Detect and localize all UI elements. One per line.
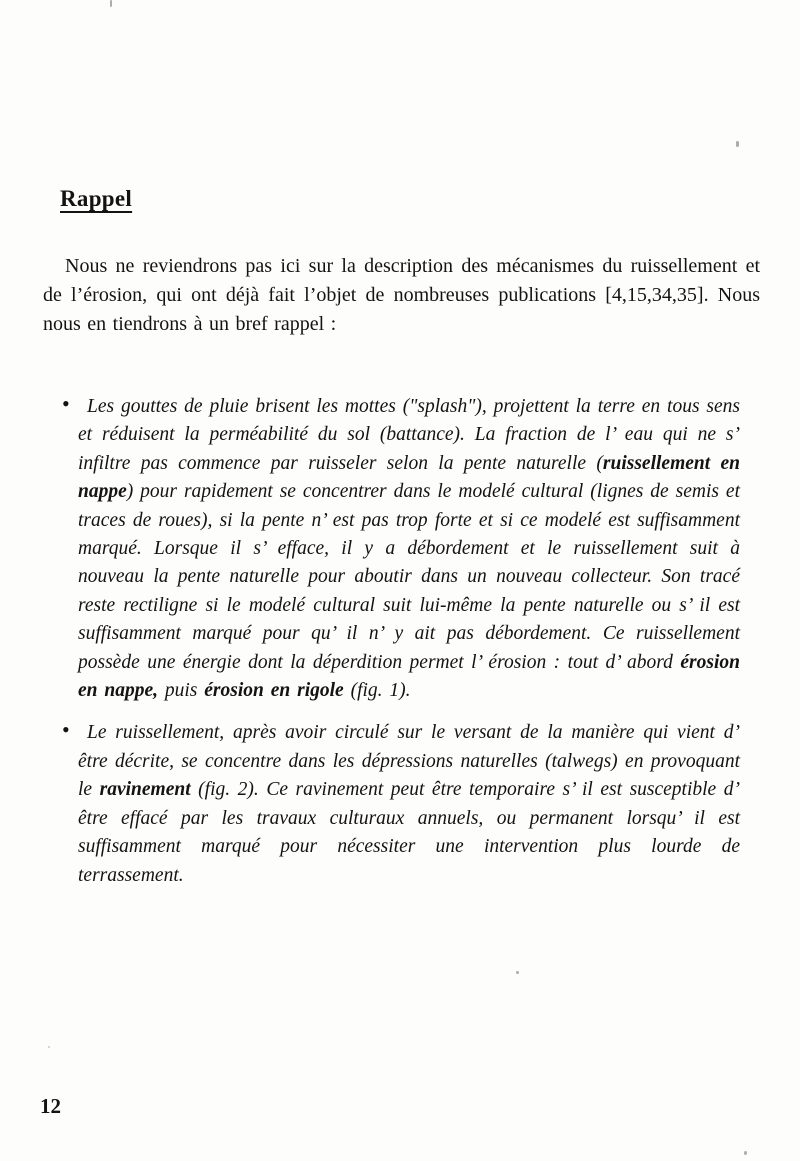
list-item (43, 393, 740, 705)
bullet-paragraph-1: Les gouttes de pluie brisent les mottes ("splash"), projettent la terre en tous sens et réduisent la perméabilité du sol (battance). La fraction de l’ eau qui ne s’ infiltre pas commence par ruisseler selon la pente naturelle (ruissellement en nappe) pour rapidement se concentrer dans le modelé cultural (lignes de semis et traces de roues), si la pente n’ est pas trop forte et si ce modelé est suffisamment marqué. Lorsque il s’ efface, il y a débordement et le ruissellement suit à nouveau la pente naturelle pour aboutir dans un nouveau collecteur. Son tracé reste rectiligne si le modelé cultural suit lui-même la pente naturelle ou s’ il est suffisamment marqué pour qu’ il n’ y ait pas débordement. Ce ruissellement possède une énergie dont la déperdition permet l’ érosion : tout d’ abord érosion en nappe, puis érosion en rigole (fig. 1). (78, 396, 740, 702)
scan-artifact (48, 1046, 50, 1048)
section-heading: Rappel (60, 186, 133, 211)
intro-paragraph: Nous ne reviendrons pas ici sur la description des mécanismes du ruissellement et de l’érosion, qui ont déjà fait l’objet de nombreuses publications [4,15,34,35]. Nous nous en tiendrons à un bref rappel : (43, 255, 760, 335)
list-item (43, 719, 740, 889)
scan-artifact (736, 141, 739, 147)
scan-artifact (110, 0, 112, 7)
scan-artifact (516, 971, 519, 974)
page-number: 12 (40, 1094, 61, 1118)
bullet-paragraph-2: Le ruissellement, après avoir circulé sur le versant de la manière qui vient d’ être décrite, se concentre dans les dépressions naturelles (talwegs) en provoquant le ravinement (fig. 2). Ce ravinement peut être temporaire s’ il est susceptible d’ être effacé par les travaux culturaux annuels, ou permanent lorsqu’ il est suffisamment marqué pour nécessiter une intervention plus lourde de terrassement. (78, 722, 741, 886)
bullet-icon: • (62, 717, 70, 743)
scan-artifact (744, 1151, 747, 1155)
bullet-icon: • (62, 391, 70, 416)
bullet-list (43, 393, 760, 890)
